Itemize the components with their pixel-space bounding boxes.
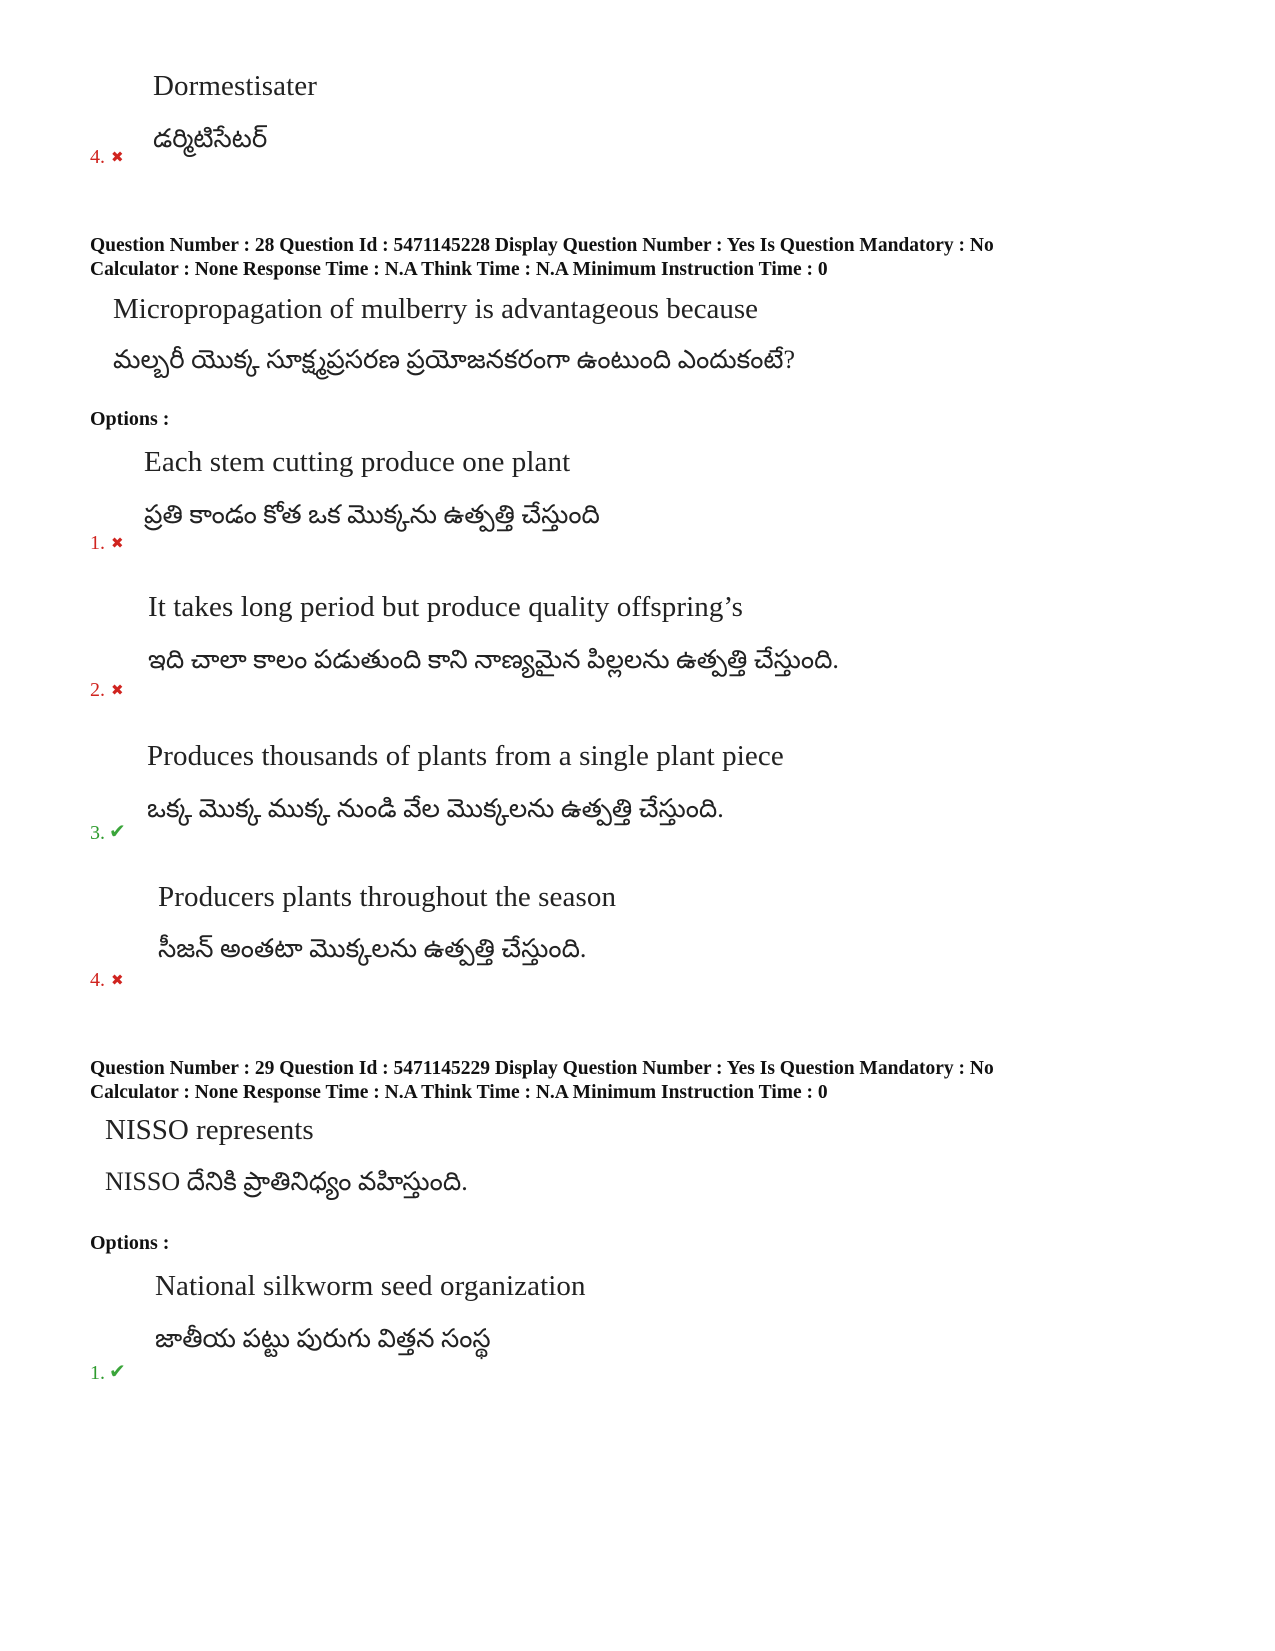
cross-icon: ✖	[111, 681, 124, 699]
option-number	[90, 819, 126, 845]
option-number-label: 3.	[90, 822, 105, 844]
option-english-text: Producers plants throughout the season	[158, 881, 617, 913]
options-label: Options :	[90, 408, 170, 430]
option-number-label: 4.	[90, 146, 105, 168]
option-english-text: It takes long period but produce quality offspring’s	[148, 591, 744, 623]
cross-icon: ✖	[111, 148, 124, 166]
option-english-text: National silkworm seed organization	[155, 1270, 586, 1302]
question-english-text: NISSO represents	[105, 1114, 314, 1146]
option-telugu-text: ప్రతి కాండం కోత ఒక మొక్కను ఉత్పత్తి చేస్తుంది	[144, 500, 600, 529]
option-telugu-text: ఇది చాలా కాలం పడుతుంది కాని నాణ్యమైన పిల్లలను ఉత్పత్తి చేస్తుంది.	[148, 645, 839, 674]
question-telugu-text: NISSO దేనికి ప్రాతినిధ్యం వహిస్తుంది.	[105, 1167, 468, 1196]
question-meta	[90, 1057, 994, 1105]
option-english-text: Each stem cutting produce one plant	[144, 446, 571, 478]
option-telugu-text: ఒక్క మొక్క ముక్క నుండి వేల మొక్కలను ఉత్పత్తి చేస్తుంది.	[147, 794, 724, 823]
question-meta-line1: Question Number : 29 Question Id : 5471145229 Display Question Number : Yes Is Question Mandatory : No	[90, 1058, 994, 1079]
option-number-label: 4.	[90, 969, 105, 991]
cross-icon: ✖	[111, 971, 124, 989]
option-telugu-text: సీజన్ అంతటా మొక్కలను ఉత్పత్తి చేస్తుంది.	[158, 934, 587, 963]
option-telugu-text: జాతీయ పట్టు పురుగు విత్తన సంస్థ	[155, 1324, 491, 1353]
option-number-label: 2.	[90, 679, 105, 701]
cross-icon: ✖	[111, 534, 124, 552]
option-number-label: 1.	[90, 1362, 105, 1384]
check-icon: ✔	[109, 1359, 126, 1383]
question-meta	[90, 234, 994, 282]
option-number	[90, 146, 124, 169]
options-label: Options :	[90, 1232, 170, 1254]
question-meta-line2: Calculator : None Response Time : N.A Think Time : N.A Minimum Instruction Time : 0	[90, 259, 828, 280]
option-number	[90, 1359, 126, 1385]
option-telugu-text: డర్మిటిసేటర్	[153, 124, 268, 153]
question-telugu-text: మల్బరీ యొక్క సూక్ష్మప్రసరణ ప్రయోజనకరంగా ఉంటుంది ఎందుకంటే?	[113, 345, 796, 374]
option-number	[90, 679, 124, 702]
option-english-text: Dormestisater	[153, 70, 317, 102]
option-number	[90, 532, 124, 555]
question-meta-line1: Question Number : 28 Question Id : 5471145228 Display Question Number : Yes Is Question Mandatory : No	[90, 235, 994, 256]
option-number	[90, 969, 124, 992]
option-number-label: 1.	[90, 532, 105, 554]
option-english-text: Produces thousands of plants from a single plant piece	[147, 740, 784, 772]
question-english-text: Micropropagation of mulberry is advantageous because	[113, 293, 759, 325]
check-icon: ✔	[109, 819, 126, 843]
question-meta-line2: Calculator : None Response Time : N.A Think Time : N.A Minimum Instruction Time : 0	[90, 1082, 828, 1103]
